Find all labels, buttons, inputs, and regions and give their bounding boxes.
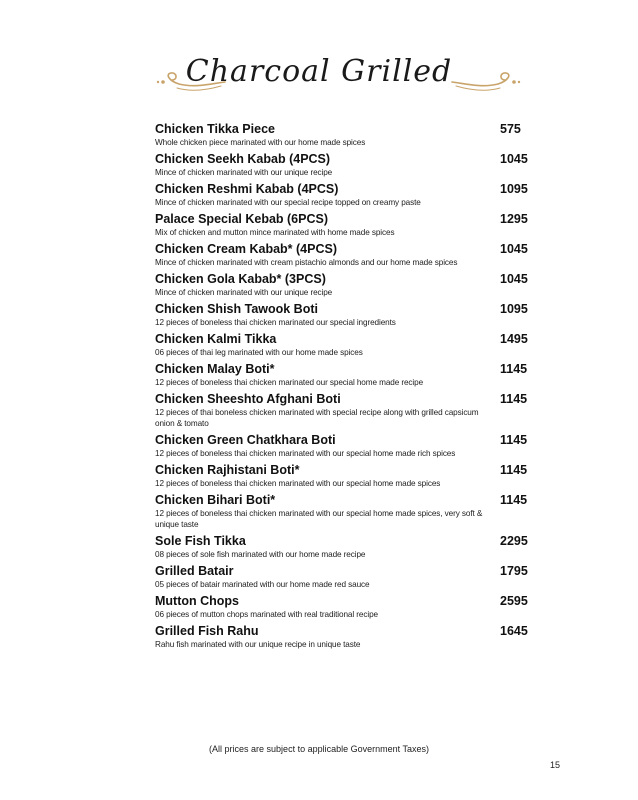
item-name: Chicken Tikka Piece bbox=[155, 122, 275, 136]
item-description: Rahu fish marinated with our unique recipe in unique taste bbox=[155, 640, 361, 649]
item-name: Chicken Cream Kabab* (4PCS) bbox=[155, 242, 338, 256]
menu-item bbox=[155, 241, 540, 268]
item-description: 05 pieces of batair marinated with our home made red sauce bbox=[155, 580, 370, 589]
item-price: 1145 bbox=[500, 463, 528, 477]
menu-item bbox=[155, 361, 540, 388]
item-price: 1145 bbox=[500, 433, 528, 447]
item-price: 575 bbox=[500, 122, 521, 136]
menu-item bbox=[155, 623, 540, 650]
menu-item bbox=[155, 432, 540, 459]
item-price: 1495 bbox=[500, 332, 528, 346]
menu-item bbox=[155, 462, 540, 489]
menu-item bbox=[155, 271, 540, 298]
item-price: 1095 bbox=[500, 182, 528, 196]
item-description: 06 pieces of thai leg marinated with our home made spices bbox=[155, 348, 363, 357]
item-name: Grilled Batair bbox=[155, 564, 234, 578]
menu-item bbox=[155, 533, 540, 560]
item-name: Chicken Green Chatkhara Boti bbox=[155, 433, 336, 447]
item-price: 1145 bbox=[500, 392, 528, 406]
tax-note: (All prices are subject to applicable Government Taxes) bbox=[209, 744, 429, 754]
menu-item bbox=[155, 331, 540, 358]
item-description: 06 pieces of mutton chops marinated with real traditional recipe bbox=[155, 610, 378, 619]
menu-item-list bbox=[155, 121, 540, 653]
item-price: 1795 bbox=[500, 564, 528, 578]
menu-header bbox=[0, 50, 638, 110]
item-description: 12 pieces of boneless thai chicken marinated with our special home made spices, very soft & unique taste bbox=[155, 509, 483, 529]
item-description: 12 pieces of boneless thai chicken marinated with our special home made spices bbox=[155, 479, 441, 488]
item-name: Sole Fish Tikka bbox=[155, 534, 246, 548]
menu-item bbox=[155, 121, 540, 148]
item-description: Mince of chicken marinated with our unique recipe bbox=[155, 168, 333, 177]
item-name: Chicken Kalmi Tikka bbox=[155, 332, 277, 346]
menu-item bbox=[155, 593, 540, 620]
item-price: 2295 bbox=[500, 534, 528, 548]
item-price: 1095 bbox=[500, 302, 528, 316]
item-description: 12 pieces of boneless thai chicken marinated our special home made recipe bbox=[155, 378, 424, 387]
item-price: 1645 bbox=[500, 624, 528, 638]
menu-item bbox=[155, 211, 540, 238]
item-price: 1145 bbox=[500, 362, 528, 376]
item-description: Mix of chicken and mutton mince marinated with home made spices bbox=[155, 228, 395, 237]
item-name: Grilled Fish Rahu bbox=[155, 624, 259, 638]
item-description: 12 pieces of boneless thai chicken marinated with our special home made rich spices bbox=[155, 449, 456, 458]
menu-item bbox=[155, 151, 540, 178]
item-name: Chicken Reshmi Kabab (4PCS) bbox=[155, 182, 339, 196]
item-description: Mince of chicken marinated with our unique recipe bbox=[155, 288, 333, 297]
item-name: Chicken Shish Tawook Boti bbox=[155, 302, 318, 316]
menu-item bbox=[155, 391, 540, 429]
item-name: Palace Special Kebab (6PCS) bbox=[155, 212, 328, 226]
menu-item bbox=[155, 301, 540, 328]
item-price: 1045 bbox=[500, 242, 528, 256]
item-name: Chicken Bihari Boti* bbox=[155, 493, 276, 507]
item-price: 2595 bbox=[500, 594, 528, 608]
item-description: Mince of chicken marinated with cream pistachio almonds and our home made spices bbox=[155, 258, 458, 267]
item-name: Chicken Malay Boti* bbox=[155, 362, 275, 376]
right-flourish-icon bbox=[450, 68, 522, 94]
item-description: Mince of chicken marinated with our special recipe topped on creamy paste bbox=[155, 198, 421, 207]
item-price: 1045 bbox=[500, 152, 528, 166]
item-description: 12 pieces of boneless thai chicken marinated our special ingredients bbox=[155, 318, 396, 327]
item-description: 12 pieces of thai boneless chicken marinated with special recipe along with grilled capsicum onion & tomato bbox=[155, 408, 479, 428]
item-price: 1295 bbox=[500, 212, 528, 226]
menu-item bbox=[155, 563, 540, 590]
section-title: Charcoal Grilled bbox=[185, 54, 453, 89]
item-description: Whole chicken piece marinated with our home made spices bbox=[155, 138, 366, 147]
item-name: Chicken Sheeshto Afghani Boti bbox=[155, 392, 341, 406]
item-description: 08 pieces of sole fish marinated with our home made recipe bbox=[155, 550, 366, 559]
menu-item bbox=[155, 492, 540, 530]
item-name: Mutton Chops bbox=[155, 594, 240, 608]
menu-item bbox=[155, 181, 540, 208]
item-price: 1045 bbox=[500, 272, 528, 286]
page-number: 15 bbox=[550, 760, 561, 770]
item-name: Chicken Gola Kabab* (3PCS) bbox=[155, 272, 326, 286]
item-price: 1145 bbox=[500, 493, 528, 507]
item-name: Chicken Rajhistani Boti* bbox=[155, 463, 300, 477]
item-name: Chicken Seekh Kabab (4PCS) bbox=[155, 152, 331, 166]
